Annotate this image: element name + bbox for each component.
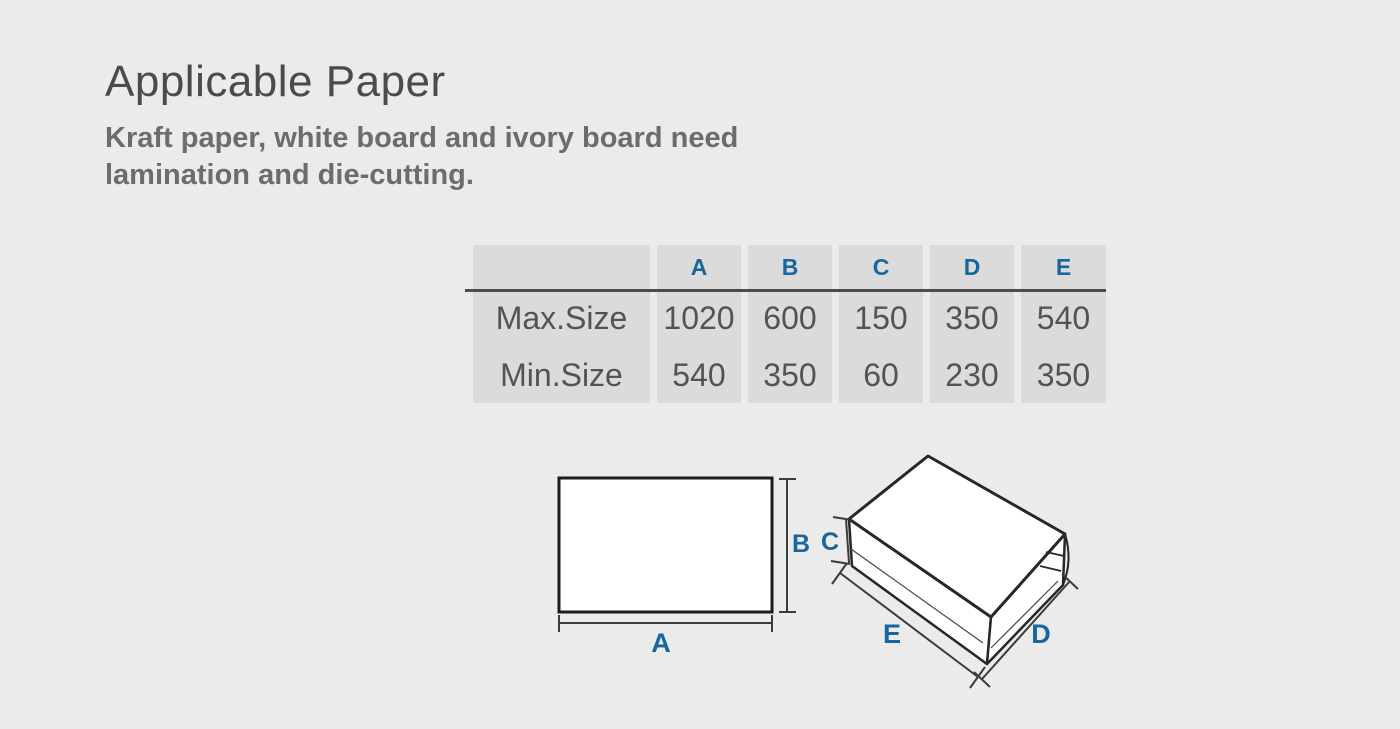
header [105, 58, 738, 194]
d-dimension-label: D [1031, 619, 1051, 649]
min-size-e: 350 [1021, 347, 1106, 403]
row-label-min-size: Min.Size [473, 347, 650, 403]
column-header-e: E [1021, 245, 1106, 290]
max-size-c: 150 [839, 290, 923, 347]
row-label-max-size: Max.Size [473, 290, 650, 347]
page-subtitle-line2: lamination and die-cutting. [105, 159, 474, 191]
flat-sheet-rect [559, 478, 772, 612]
table-header-divider [465, 289, 1106, 292]
column-header-d: D [930, 245, 1014, 290]
e-dimension-label: E [882, 619, 902, 649]
page-title: Applicable Paper [105, 57, 446, 106]
min-size-b: 350 [748, 347, 832, 403]
dimension-diagrams [540, 440, 1100, 690]
column-header-c: C [839, 245, 923, 290]
column-header-a: A [657, 245, 741, 290]
flat-sheet-diagram [559, 478, 810, 658]
c-dimension-label: C [820, 528, 840, 556]
a-dimension-label: A [651, 628, 671, 658]
min-size-a: 540 [657, 347, 741, 403]
column-header-b: B [748, 245, 832, 290]
page-subtitle [105, 120, 738, 194]
min-size-c: 60 [839, 347, 923, 403]
box-diagram [821, 456, 1078, 688]
b-dimension-label: B [791, 530, 811, 558]
max-size-e: 540 [1021, 290, 1106, 347]
max-size-b: 600 [748, 290, 832, 347]
min-size-d: 230 [930, 347, 1014, 403]
max-size-d: 350 [930, 290, 1014, 347]
max-size-a: 1020 [657, 290, 741, 347]
table-corner-cell [473, 245, 650, 290]
page-subtitle-line1: Kraft paper, white board and ivory board need [105, 122, 739, 154]
paper-size-table [473, 245, 1106, 403]
